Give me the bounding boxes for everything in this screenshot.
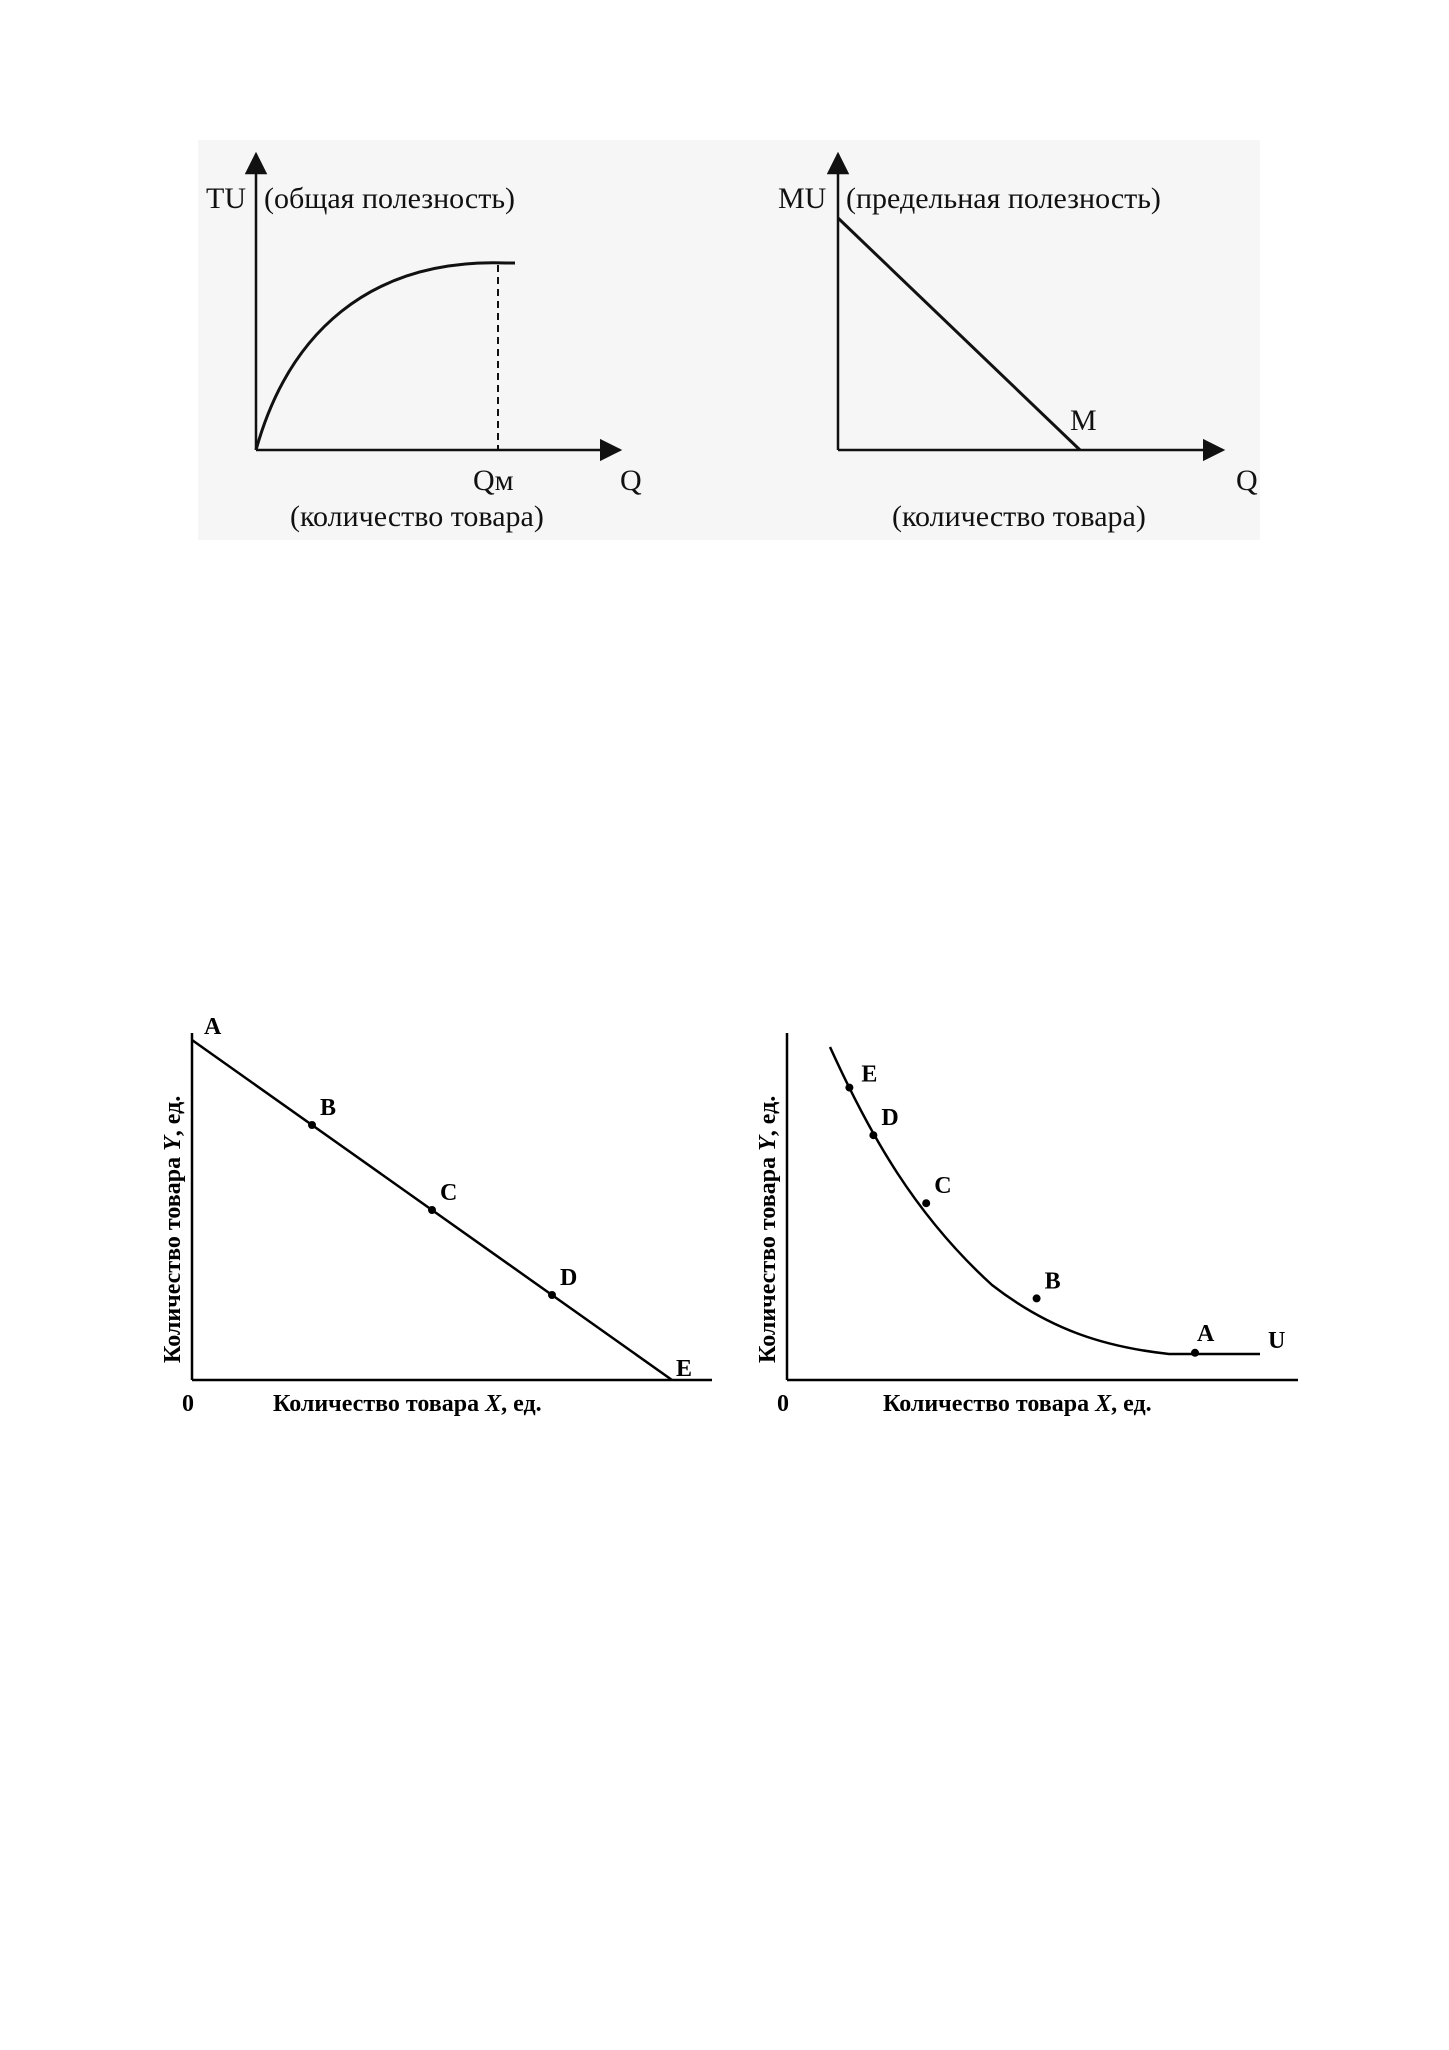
mu-x-name: (количество товара) — [892, 500, 1146, 533]
budget-line-chart — [150, 1015, 730, 1435]
mu-point-m-label: M — [1070, 404, 1097, 437]
budget-y-axis-label: Количество товара Y, ед. — [160, 1095, 186, 1363]
tu-x-name: (количество товара) — [290, 500, 544, 533]
indifference-curve-svg — [745, 1015, 1325, 1435]
indiff-curve-label: U — [1268, 1328, 1286, 1354]
budget-point-label-a: A — [204, 1014, 222, 1040]
indiff-point-d — [869, 1131, 877, 1139]
tu-chart — [206, 154, 642, 533]
indiff-point-label-a: A — [1197, 1320, 1215, 1347]
utility-charts-svg — [198, 140, 1260, 540]
indiff-points — [845, 1062, 1215, 1357]
budget-point-label-d: D — [560, 1265, 578, 1291]
mu-y-symbol: MU — [778, 182, 827, 215]
budget-point-label-e: E — [676, 1356, 693, 1382]
indiff-point-e — [845, 1084, 853, 1092]
budget-origin-label: 0 — [182, 1391, 194, 1417]
mu-x-symbol: Q — [1236, 464, 1258, 497]
budget-point-label-c: C — [440, 1180, 458, 1206]
indifference-curve-chart — [745, 1015, 1325, 1435]
indifference-curve — [830, 1047, 1260, 1354]
budget-point-c — [428, 1206, 436, 1214]
indiff-point-label-d: D — [881, 1105, 899, 1132]
budget-point-b — [308, 1121, 316, 1129]
indiff-point-a — [1191, 1349, 1199, 1357]
indiff-point-label-e: E — [861, 1061, 878, 1088]
utility-charts-panel — [198, 140, 1260, 540]
tu-curve — [256, 263, 515, 450]
budget-line-svg — [150, 1015, 730, 1435]
budget-point-label-b: B — [320, 1095, 337, 1121]
indiff-point-b — [1033, 1294, 1041, 1302]
budget-x-axis-label: Количество товара X, ед. — [273, 1391, 542, 1417]
indiff-origin-label: 0 — [777, 1391, 789, 1417]
mu-y-name: (предельная полезность) — [846, 182, 1161, 215]
tu-y-symbol: TU — [206, 182, 246, 215]
indiff-x-axis-label: Количество товара X, ед. — [883, 1391, 1152, 1417]
indiff-point-label-b: B — [1044, 1268, 1061, 1295]
tu-x-symbol: Q — [620, 464, 642, 497]
budget-point-d — [548, 1291, 556, 1299]
budget-points — [204, 1014, 692, 1382]
indiff-point-label-c: C — [934, 1173, 952, 1200]
mu-line — [838, 218, 1080, 450]
mu-chart — [778, 154, 1258, 533]
indiff-y-axis-label: Количество товара Y, ед. — [755, 1095, 781, 1363]
indiff-point-c — [922, 1199, 930, 1207]
tu-qm-label: Qм — [473, 464, 514, 497]
tu-y-name: (общая полезность) — [264, 182, 516, 215]
